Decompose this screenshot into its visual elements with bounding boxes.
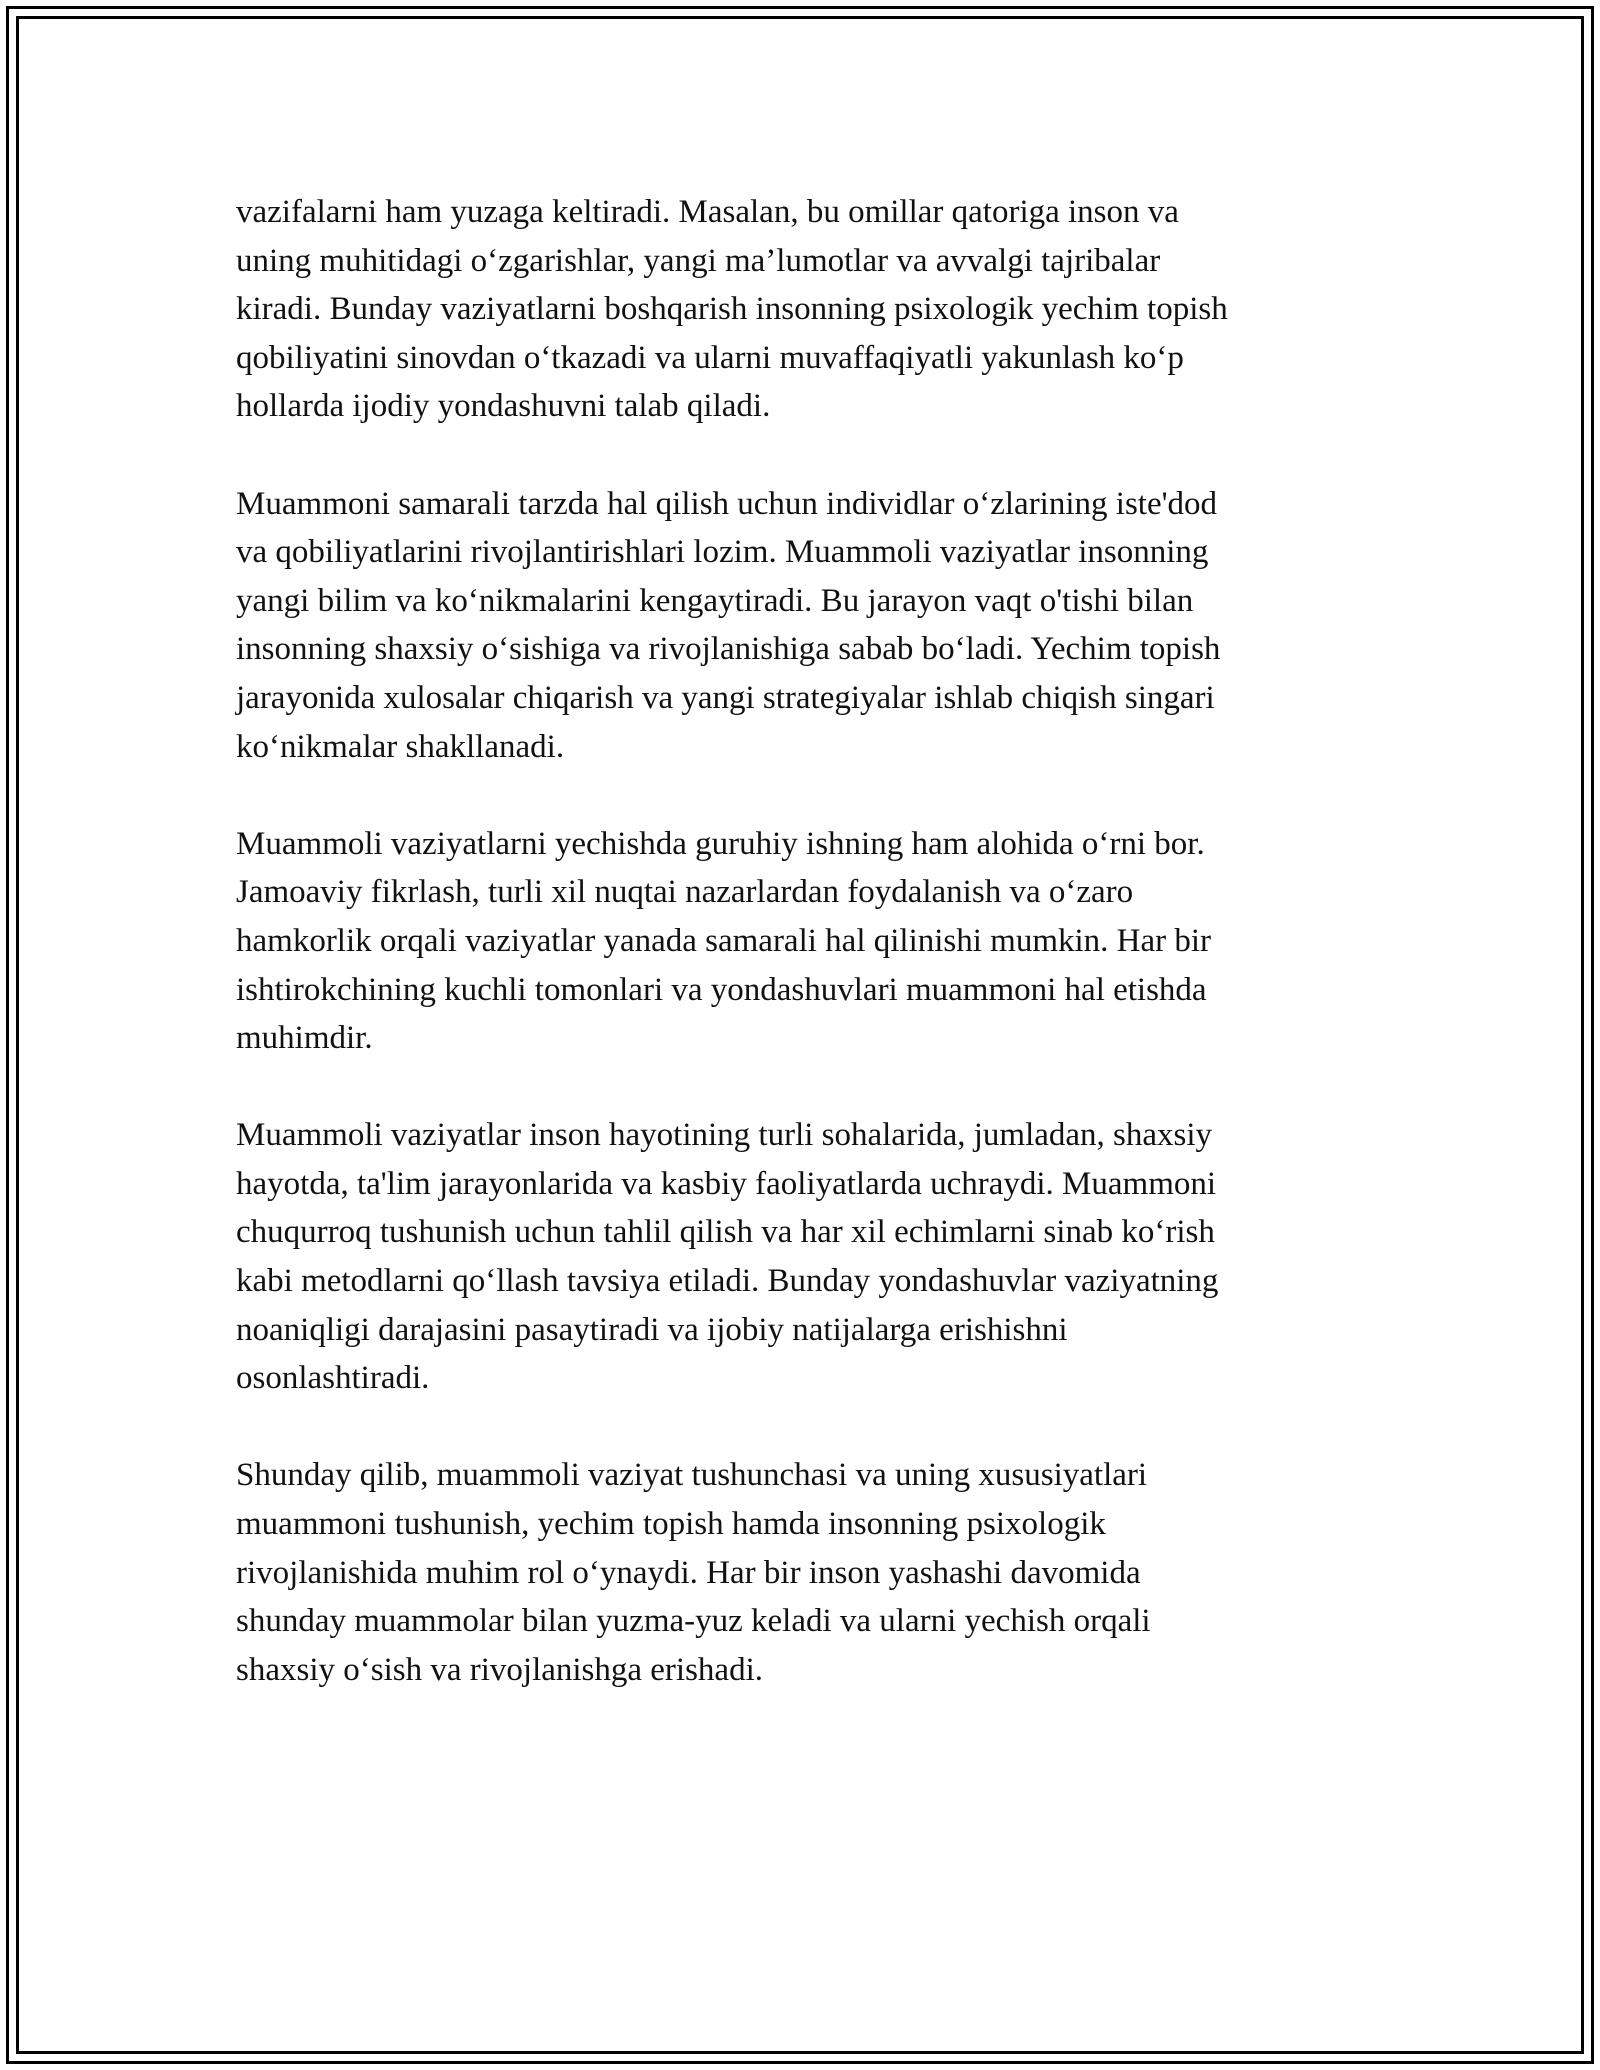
paragraph-4: Muammoli vaziyatlar inson hayotining turli sohalarida, jumladan, shaxsiy hayotda, ta'lim jarayonlarida va kasbiy faoliyatlarda uchraydi. Muammoni chuqurroq tushunish uchun tahlil qilish va har xil echimlarni sinab ko‘rish kabi metodlarni qo‘llash tavsiya etiladi. Bunday yondashuvlar vaziyatning noaniqligi darajasini pasaytiradi va ijobiy natijalarga erishishni osonlashtiradi. [236, 1117, 1219, 1397]
document-body [236, 188, 1366, 1743]
paragraph-3: Muammoli vaziyatlarni yechishda guruhiy ishning ham alohida o‘rni bor. Jamoaviy fikrlash, turli xil nuqtai nazarlardan foydalanish va o‘zaro hamkorlik orqali vaziyatlar yanada samarali hal qilinishi mumkin. Har bir ishtirokchining kuchli tomonlari va yondashuvlari muammoni hal etishda muhimdir. [236, 825, 1212, 1057]
paragraph-1: vazifalarni ham yuzaga keltiradi. Masalan, bu omillar qatoriga inson va uning muhitidagi o‘zgarishlar, yangi ma’lumotlar va avvalgi tajribalar kiradi. Bunday vaziyatlarni boshqarish insonning psixologik yechim topish qobiliyatini sinovdan o‘tkazadi va ularni muvaffaqiyatli yakunlash ko‘p hollarda ijodiy yondashuvni talab qiladi. [236, 194, 1228, 425]
paragraph-2: Muammoni samarali tarzda hal qilish uchun individlar o‘zlarining iste'dod va qobiliyatlarini rivojlantirishlari lozim. Muammoli vaziyatlar insonning yangi bilim va ko‘nikmalarini kengaytiradi. Bu jarayon vaqt o'tishi bilan insonning shaxsiy o‘sishiga va rivojlanishiga sabab bo‘ladi. Yechim topish jarayonida xulosalar chiqarish va yangi strategiyalar ishlab chiqish singari ko‘nikmalar shakllanadi. [236, 485, 1221, 765]
paragraph-5: Shunday qilib, muammoli vaziyat tushunchasi va uning xususiyatlari muammoni tushunish, yechim topish hamda insonning psixologik rivojlanishida muhim rol o‘ynaydi. Har bir inson yashashi davomida shunday muammolar bilan yuzma-yuz keladi va ularni yechish orqali shaxsiy o‘sish va rivojlanishga erishadi. [236, 1457, 1151, 1688]
